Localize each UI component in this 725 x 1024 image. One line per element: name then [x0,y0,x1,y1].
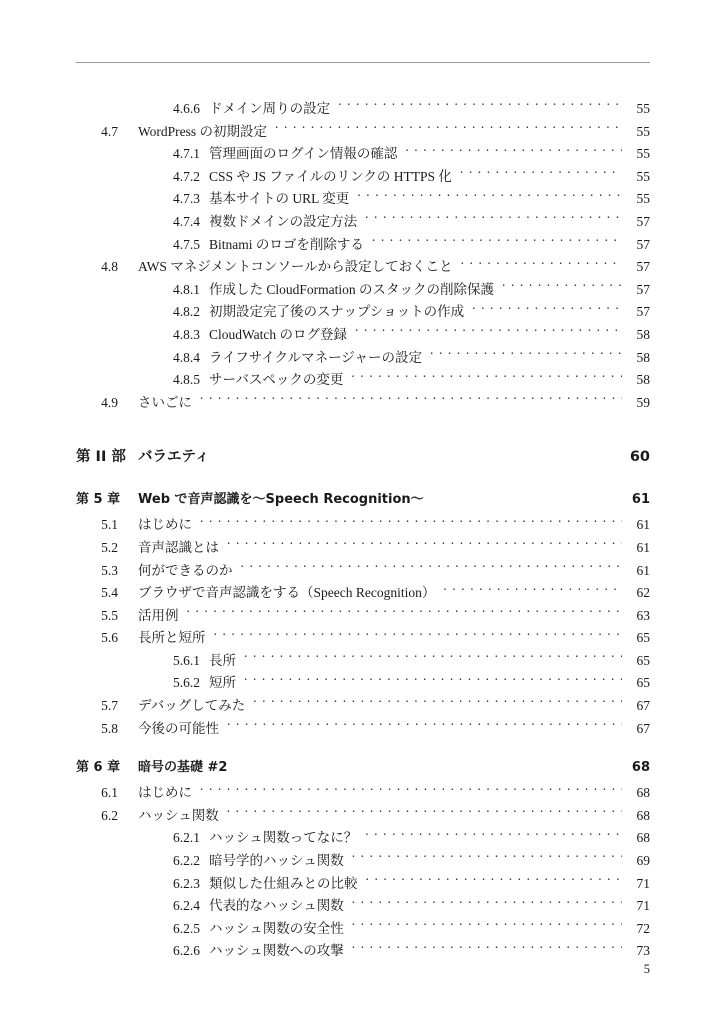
toc-entry-number: 4.9 [101,394,118,410]
toc-entry-title: 作成した CloudFormation のスタックの削除保護 [209,281,495,297]
toc-entry-subsection[interactable] [76,98,650,121]
toc-entry-page: 73 [636,943,650,959]
toc-entry-page: 68 [636,785,650,801]
toc-entry-number: 6.2.1 [173,830,200,846]
toc-entry-subsection[interactable] [76,672,650,695]
toc-entry-title: 類似した仕組みとの比較 [209,875,358,891]
toc-entry-page: 68 [636,830,650,846]
toc-entry-subsection[interactable] [76,234,650,257]
dot-leader [352,942,622,956]
toc-entry-title: バラエティ [138,449,210,466]
toc-entry-page: 60 [629,449,650,466]
section-spacer [76,472,650,486]
toc-entry-title: デバッグしてみた [138,698,246,714]
toc-entry-subsection[interactable] [76,166,650,189]
toc-entry-page: 68 [636,807,650,823]
dot-leader [338,100,622,114]
toc-entry-section[interactable] [76,256,650,279]
toc-entry-title: AWS マネジメントコンソールから設定しておくこと [138,259,453,275]
dot-leader [352,919,622,933]
dot-leader [443,584,622,598]
toc-entry-title: 初期設定完了後のスナップショットの作成 [209,304,465,320]
toc-entry-page: 55 [636,101,650,116]
toc-entry-page: 55 [636,191,650,207]
toc-entry-subsection[interactable] [76,324,650,347]
toc-entry-number: 6.2.4 [173,898,200,914]
toc-entry-section[interactable] [76,627,650,650]
toc-entry-page: 62 [636,585,650,601]
toc-entry-number: 5.8 [101,720,118,736]
dot-leader [461,258,622,272]
toc-entry-number: 4.8 [101,259,118,275]
toc-entry-number: 5.3 [101,562,118,578]
dot-leader [200,784,622,798]
dot-leader [365,212,622,226]
toc-entry-section[interactable] [76,560,650,583]
dot-leader [244,651,622,665]
toc-entry-title: CSS や JS ファイルのリンクの HTTPS 化 [209,168,452,184]
dot-leader [357,190,622,204]
toc-entry-page: 65 [636,630,650,646]
dot-leader [366,874,623,888]
toc-entry-number: 5.6.1 [173,652,200,668]
toc-entry-number: 4.8.4 [173,349,200,365]
toc-entry-page: 67 [636,698,650,714]
dot-leader [244,674,622,688]
dot-leader [460,167,622,181]
toc-entry-title: 長所 [209,652,236,668]
toc-entry-number: 6.2.6 [173,943,200,959]
toc-entry-number: 5.6 [101,630,118,646]
toc-entry-section[interactable] [76,582,650,605]
toc-entry-number: 4.8.1 [173,281,200,297]
toc-entry-subsection[interactable] [76,347,650,370]
toc-entry-subsection[interactable] [76,650,650,673]
toc-entry-title: 何ができるのか [138,562,233,578]
toc-entry-title: 暗号の基礎 #2 [138,760,228,776]
toc-entry-page: 57 [636,281,650,297]
toc-entry-title: ハッシュ関数の安全性 [209,920,344,936]
toc-entry-section[interactable] [76,782,650,805]
toc-entry-number: 4.8.5 [173,372,200,388]
toc-entry-page: 67 [636,720,650,736]
toc-entry-title: サーバスペックの変更 [209,372,344,388]
toc-entry-subsection[interactable] [76,850,650,873]
toc-entry-title: ハッシュ関数ってなに？ [209,830,358,846]
toc-entry-section[interactable] [76,695,650,718]
toc-entry-title: 複数ドメインの設定方法 [209,213,358,229]
dot-leader [372,235,622,249]
toc-entry-number: 第 II 部 [76,449,126,466]
toc-entry-page: 57 [636,304,650,320]
toc-entry-subsection[interactable] [76,211,650,234]
dot-leader [200,393,622,407]
toc-entry-title: WordPress の初期設定 [138,123,268,139]
toc-entry-page: 71 [636,898,650,914]
toc-entry-number: 4.7.5 [173,236,200,252]
toc-entry-title: 代表的なハッシュ関数 [209,898,344,914]
toc-entry-title: はじめに [138,517,192,533]
dot-leader [214,629,623,643]
dot-leader [227,719,622,733]
toc-entry-title: 今後の可能性 [138,720,219,736]
toc-entry-number: 4.8.3 [173,326,200,342]
dot-leader [472,303,622,317]
toc-entry-title: 暗号学的ハッシュ関数 [209,853,344,869]
toc-entry-subsection[interactable] [76,143,650,166]
toc-entry-section[interactable] [76,514,650,537]
toc-entry-subsection[interactable] [76,918,650,941]
toc-entry-number: 4.7.3 [173,191,200,207]
toc-entry-title: CloudWatch のログ登録 [209,326,348,342]
toc-entry-page: 68 [631,760,650,776]
toc-entry-subsection[interactable] [76,895,650,918]
toc-entry-page: 69 [636,853,650,869]
toc-entry-number: 第 5 章 [76,492,121,508]
toc-entry-page: 57 [636,259,650,275]
toc-entry-chapter[interactable] [76,754,650,782]
section-spacer [76,740,650,754]
toc-entry-page: 58 [636,326,650,342]
toc-entry-page: 61 [636,539,650,555]
toc-entry-title: ライフサイクルマネージャーの設定 [209,349,423,365]
toc-entry-number: 5.6.2 [173,675,200,691]
toc-entry-number: 6.1 [101,785,118,801]
toc-entry-subsection[interactable] [76,873,650,896]
table-of-contents [76,98,650,963]
toc-entry-title: 活用例 [138,607,179,623]
toc-entry-page: 57 [636,236,650,252]
dot-leader [365,829,622,843]
header-rule [76,62,650,63]
toc-entry-number: 4.7.1 [173,146,200,162]
toc-entry-number: 第 6 章 [76,760,121,776]
toc-entry-subsection[interactable] [76,940,650,963]
toc-entry-subsection[interactable] [76,279,650,302]
toc-entry-number: 5.1 [101,517,118,533]
toc-entry-number: 6.2.2 [173,853,200,869]
toc-entry-page: 55 [636,123,650,139]
dot-leader [187,606,623,620]
toc-entry-subsection[interactable] [76,827,650,850]
toc-entry-number: 5.4 [101,585,118,601]
dot-leader [351,371,622,385]
toc-entry-page: 71 [636,875,650,891]
toc-entry-page: 59 [636,394,650,410]
dot-leader [253,697,622,711]
toc-entry-title: 音声認識とは [138,539,219,555]
page-number: 5 [643,962,650,976]
toc-entry-page: 61 [631,492,650,508]
toc-entry-title: 短所 [209,675,236,691]
toc-entry-section[interactable] [76,805,650,828]
toc-entry-title: さいごに [138,394,192,410]
toc-entry-number: 5.2 [101,539,118,555]
section-spacer [76,414,650,442]
toc-entry-title: ハッシュ関数 [138,807,219,823]
toc-entry-title: Web で音声認識を〜Speech Recognition〜 [138,492,424,508]
dot-leader [405,145,622,159]
toc-entry-section[interactable] [76,537,650,560]
toc-entry-page: 61 [636,517,650,533]
dot-leader [241,561,623,575]
dot-leader [502,280,622,294]
toc-entry-page: 63 [636,607,650,623]
toc-entry-number: 4.7.2 [173,168,200,184]
toc-entry-title: 長所と短所 [138,630,206,646]
toc-entry-subsection[interactable] [76,369,650,392]
toc-entry-page: 58 [636,349,650,365]
toc-entry-title: はじめに [138,785,192,801]
toc-entry-section[interactable] [76,718,650,741]
dot-leader [430,348,622,362]
toc-entry-page: 55 [636,146,650,162]
toc-entry-page: 61 [636,562,650,578]
toc-entry-number: 6.2.5 [173,920,200,936]
toc-entry-part[interactable] [76,442,650,472]
toc-entry-subsection[interactable] [76,301,650,324]
toc-entry-number: 4.7.4 [173,213,200,229]
toc-entry-page: 55 [636,168,650,184]
toc-entry-title: ブラウザで音声認識をする（Speech Recognition） [138,585,436,601]
toc-entry-title: ハッシュ関数への攻撃 [209,943,344,959]
dot-leader [275,122,622,136]
toc-entry-title: 基本サイトの URL 変更 [209,191,350,207]
toc-entry-number: 5.7 [101,698,118,714]
toc-entry-page: 72 [636,920,650,936]
toc-entry-title: ドメイン周りの設定 [209,101,331,116]
dot-leader [200,516,622,530]
toc-entry-page: 65 [636,652,650,668]
toc-entry-title: Bitnami のロゴを削除する [209,236,364,252]
toc-entry-page: 65 [636,675,650,691]
toc-entry-section[interactable] [76,392,650,415]
toc-entry-number: 6.2 [101,807,118,823]
toc-entry-number: 5.5 [101,607,118,623]
dot-leader [227,806,622,820]
dot-leader [355,325,622,339]
toc-entry-chapter[interactable] [76,486,650,514]
toc-entry-page: 57 [636,213,650,229]
dot-leader [352,897,622,911]
dot-leader [227,538,622,552]
toc-entry-section[interactable] [76,121,650,144]
toc-entry-page: 58 [636,372,650,388]
toc-entry-number: 4.8.2 [173,304,200,320]
toc-entry-number: 4.6.6 [173,101,200,116]
dot-leader [352,852,622,866]
toc-entry-number: 4.7 [101,123,118,139]
toc-entry-title: 管理画面のログイン情報の確認 [209,146,398,162]
toc-entry-subsection[interactable] [76,188,650,211]
toc-entry-section[interactable] [76,605,650,628]
toc-entry-number: 6.2.3 [173,875,200,891]
